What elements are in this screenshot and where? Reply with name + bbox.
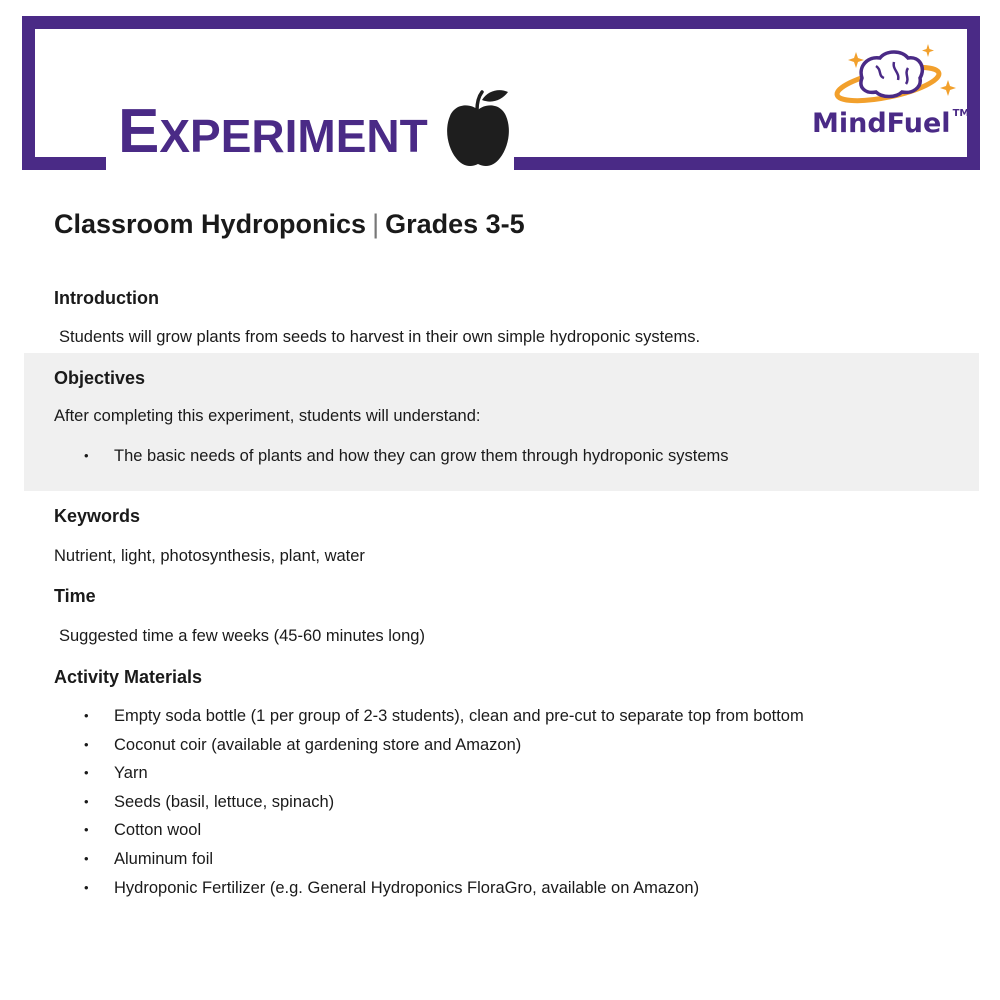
banner-title <box>118 97 428 166</box>
header-banner <box>22 16 980 170</box>
list-item: • The basic needs of plants and how they can grow them through hydroponic systems <box>84 446 729 475</box>
list-item: • Aluminum foil <box>84 849 804 878</box>
frame-left-border <box>22 16 35 170</box>
time-text: Suggested time a few weeks (45-60 minutes long) <box>59 627 425 645</box>
document-grade-level: Grades 3-5 <box>385 209 525 239</box>
objectives-text: After completing this experiment, students will understand: <box>54 407 481 425</box>
logo-wordmark <box>812 108 970 139</box>
list-item: • Empty soda bottle (1 per group of 2-3 students), clean and pre-cut to separate top from bottom <box>84 706 804 735</box>
list-item: • Yarn <box>84 763 804 792</box>
list-item: • Cotton wool <box>84 820 804 849</box>
banner-title-cap: E <box>118 97 160 166</box>
apple-icon <box>442 86 514 170</box>
introduction-heading: Introduction <box>54 288 159 308</box>
list-item: • Seeds (basil, lettuce, spinach) <box>84 792 804 821</box>
keywords-heading: Keywords <box>54 506 141 526</box>
frame-bottom-left-border <box>22 157 106 170</box>
mindfuel-logo <box>812 42 970 154</box>
banner-title-rest: XPERIMENT <box>159 110 428 162</box>
frame-bottom-right-border <box>514 157 980 170</box>
objectives-list <box>84 446 729 475</box>
brain-planet-icon <box>812 42 962 112</box>
frame-top-border <box>22 16 980 29</box>
frame-right-border <box>967 16 980 170</box>
materials-list <box>84 706 804 906</box>
time-heading: Time <box>54 586 96 606</box>
document-title-main: Classroom Hydroponics <box>54 209 367 239</box>
title-separator: | <box>372 209 380 239</box>
keywords-text: Nutrient, light, photosynthesis, plant, water <box>54 547 365 565</box>
objectives-heading: Objectives <box>54 368 146 388</box>
list-item: • Coconut coir (available at gardening store and Amazon) <box>84 735 804 764</box>
document-title <box>54 209 525 240</box>
introduction-text: Students will grow plants from seeds to harvest in their own simple hydroponic systems. <box>59 328 701 346</box>
materials-heading: Activity Materials <box>54 667 203 687</box>
list-item: • Hydroponic Fertilizer (e.g. General Hydroponics FloraGro, available on Amazon) <box>84 878 804 907</box>
logo-trademark: TM <box>952 108 970 119</box>
logo-name: MindFuel <box>812 108 951 139</box>
